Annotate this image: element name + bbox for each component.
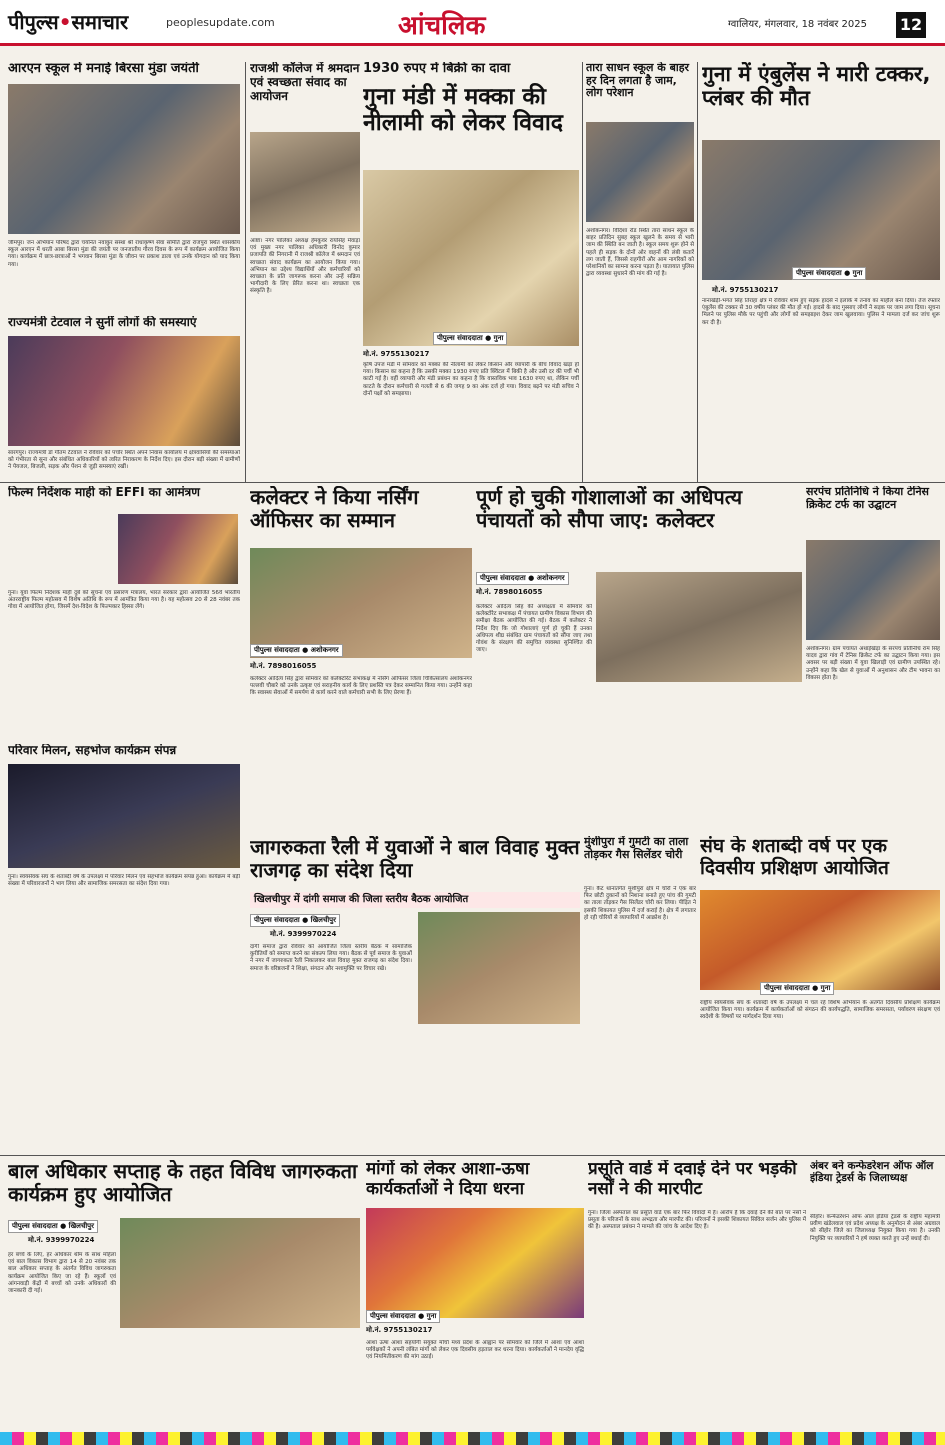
mobile-number: मो.नं. 7898016055 [250, 662, 317, 670]
story-body: सारंगपुर। राज्यमंत्री डॉ गौतम टेटवाल ने रविवार को पचोर स्थित अपने निवास कार्यालय में क्षेत्रवासियों की समस्याओं को गंभीरता से सुना और संबंधित अधिकारियों को त्वरित निराकरण के निर्देश दिए। इस दौरान बड़ी संख्या में ग्रामीणों ने पेयजल, बिजली, सड़क और पेंशन से जुड़ी समस्याएं रखीं। [8, 450, 240, 471]
story-gumti [584, 836, 696, 1152]
photo-students [8, 84, 240, 234]
story-body: सीहोर। कन्फेडरेशन ऑफ ऑल इंडिया ट्रेडर्स के राष्ट्रीय महामंत्री प्रवीण खंडेलवाल एवं प्रदेश अध्यक्ष के अनुमोदन से अंबर अग्रवाल को सीहोर जिले का जिलाध्यक्ष नियुक्त किया गया है। उनकी नियुक्ति पर व्यापारियों ने हर्ष व्यक्त करते हुए उन्हें बधाई दी। [810, 1214, 940, 1242]
headline: प्रसूति वार्ड में दवाई देने पर भड़की नर्सों ने की मारपीट [588, 1160, 797, 1199]
headline: बाल अधिकार सप्ताह के तहत विविध जागरुकता कार्यक्रम हुए आयोजित [8, 1160, 358, 1206]
story-body: गुना। कैंट थानांतर्गत मुंशीपुरा क्षेत्र में चोरों ने एक बार फिर छोटी दुकानों को निशाना बनाते हुए पांच की गुमटी का ताला तोड़कर गैस सिलेंडर चोरी कर लिया। पीड़ित ने इसकी शिकायत पुलिस में दर्ज कराई है। क्षेत्र में लगातार हो रही चोरियों से व्यापारियों में आक्रोश है। [584, 886, 696, 921]
photo-credit: पीपुल्स संवाददाता ● गुना [760, 982, 834, 995]
print-color-bar [0, 1432, 945, 1445]
headline: सरपंच प्रतिनिधि ने किया टेनिस क्रिकेट टर्फ का उद्घाटन [806, 486, 929, 511]
section-rule [0, 482, 945, 483]
headline: आरएन स्कूल में मनाई बिरसा मुंडा जयंती [8, 62, 199, 76]
photo-crowd [702, 140, 940, 280]
site-url[interactable]: peoplesupdate.com [166, 16, 275, 29]
section-rule [0, 1155, 945, 1156]
page-number: 12 [896, 12, 926, 38]
story-bal [8, 1160, 362, 1430]
story-body: गुना। जिला अस्पताल का प्रसूति वार्ड एक बार फिर विवादों में है। आरोप है कि दवाई देने की बात पर नर्सों ने प्रसूता के परिजनों के साथ अभद्रता और मारपीट की। परिजनों ने इसकी शिकायत सिविल सर्जन और पुलिस में की है। अस्पताल प्रबंधन ने मामले की जांच के आदेश दिए हैं। [588, 1210, 806, 1231]
story-body: गुना। स्वयंसेवक संघ के शताब्दी वर्ष के उपलक्ष्य में परिवार मिलन एवं सहभोज कार्यक्रम संपन्न हुआ। कार्यक्रम में बड़ी संख्या में परिवारजनों ने भाग लिया और सामाजिक समरसता का संदेश दिया गया। [8, 874, 240, 888]
headline: गुना में एंबुलेंस ने मारी टक्कर, प्लंबर की मौत [702, 62, 931, 111]
headline: राजश्री कॉलेज में श्रमदान एवं स्वच्छता संवाद का आयोजन [250, 62, 360, 103]
story-collector [250, 486, 472, 816]
headline: मांगों को लेकर आशा-ऊषा कार्यकर्ताओं ने दिया धरना [366, 1160, 530, 1199]
dateline: ग्वालियर, मंगलवार, 18 नवंबर 2025 [728, 19, 868, 30]
headline: जागरुकता रैली में युवाओं ने बाल विवाह मुक्त राजगढ़ का संदेश दिया [250, 836, 580, 882]
story-tetwal [8, 316, 240, 482]
headline: अंबर बने कन्फेडरेशन ऑफ ऑल इंडिया ट्रेडर्स के जिलाध्यक्ष [810, 1160, 934, 1185]
photo-credit: पीपुल्स संवाददाता ● गुना [792, 267, 866, 280]
headline: गुना मंडी में मक्का की नीलामी को लेकर विवाद [363, 84, 563, 137]
story-body: नानाखेड़ी-भगत सिंह तिराहा क्षेत्र में रविवार शाम हुए सड़क हादसे ने इलाके में तनाव का माहौल बना दिया। तेज रफ्तार एंबुलेंस की टक्कर से 30 वर्षीय प्लंबर की मौत हो गई। हादसे के बाद गुस्साए लोगों ने सड़क पर जाम लगा दिया। सूचना मिलने पर पुलिस मौके पर पहुंची और लोगों को समझाइश देकर जाम खुलवाया। पुलिस ने मामला दर्ज कर जांच शुरू कर दी है। [702, 298, 940, 326]
headline: पूर्ण हो चुकी गोशालाओं का अधिपत्य पंचायतों को सौपा जाए: कलेक्टर [476, 486, 743, 532]
mobile-number: मो.नं. 9755130217 [366, 1326, 433, 1334]
brand-logo: पीपुल्स•समाचार [8, 10, 129, 34]
photo-maize-sacks [363, 170, 579, 346]
photo-rally [418, 912, 580, 1024]
mobile-number: मो.नं. 9755130217 [712, 286, 779, 294]
mobile-number: मो.नं. 9755130217 [363, 350, 430, 358]
story-body: आशा ऊषा आशा सहयोगी संयुक्त मोर्चा मध्य प्रदेश के आह्वान पर सोमवार को जिले में आशा एवं आशा पर्यवेक्षकों ने अपनी लंबित मांगों को लेकर एक दिवसीय हड़ताल कर धरना दिया। कार्यकर्ताओं ने मानदेय वृद्धि एवं नियमितीकरण की मांग उठाई। [366, 1340, 584, 1361]
story-gaushala [476, 486, 802, 816]
story-rajshri [250, 62, 360, 482]
kicker: 1930 रुपए में बिक्री का दावा [363, 62, 511, 76]
mobile-number: मो.नं. 9399970224 [270, 930, 337, 938]
story-tennis [806, 486, 940, 816]
photo-protest [366, 1208, 584, 1318]
photo-credit: पीपुल्स संवाददाता ● अशोकनगर [250, 644, 343, 657]
story-body: राष्ट्रीय स्वयंसेवक संघ के शताब्दी वर्ष के उपलक्ष्य में चल रहे विशेष अभियान के अंतर्गत दिवसीय प्रशिक्षण कार्यक्रम आयोजित किया गया। कार्यक्रम में कार्यकर्ताओं को संगठन की कार्यपद्धति, सामाजिक समरसता, पर्यावरण संरक्षण एवं स्वदेशी के विषयों पर मार्गदर्शन दिया गया। [700, 1000, 940, 1021]
column-rule [582, 62, 583, 482]
headline: तारा साधन स्कूल के बाहर हर दिन लगता है जाम, लोग परेशान [586, 62, 690, 100]
story-body: कलेक्टर आदित्य सिंह की अध्यक्षता में सोमवार को कलेक्टोरेट सभाकक्ष में पंचायत ग्रामीण विकास विभाग की समीक्षा बैठक आयोजित की गई। बैठक में कलेक्टर ने निर्देश दिए कि जो गोशालाएं पूर्ण हो चुकी हैं उनका अधिपत्य शीघ्र संबंधित ग्राम पंचायतों को सौंपा जाए तथा गोवंश के संरक्षण की समुचित व्यवस्था सुनिश्चित की जाए। [476, 604, 592, 654]
story-body: अशोकनगर। विदिशा रोड स्थित तारा साधन स्कूल के बाहर प्रतिदिन सुबह स्कूल खुलने के समय से भारी जाम की स्थिति बन जाती है। स्कूल समय शुरू होने से पहले ही सड़क के दोनों ओर वाहनों की लंबी कतारें लग जाती हैं, जिससे राहगीरों और आम नागरिकों को परेशानियों का सामना करना पड़ता है। यातायात पुलिस द्वारा व्यवस्था सुधारने की मांग की गई है। [586, 228, 694, 278]
headline: राज्यमंत्री टेटवाल ने सुनीं लोगों की समस्याएं [8, 316, 197, 329]
mobile-number: मो.नं. 9399970224 [28, 1236, 95, 1244]
story-effi [8, 486, 240, 740]
photo-credit: पीपुल्स संवाददाता ● अशोकनगर [476, 572, 569, 585]
subhead: खिलचीपुर में दांगी समाज की जिला स्तरीय बैठक आयोजित [254, 894, 469, 905]
headline: मुंशीपुरा में गुमटी का ताला तोड़कर गैस सिलेंडर चोरी [584, 836, 689, 861]
headline: कलेक्टर ने किया नर्सिंग ऑफिसर का सम्मान [250, 486, 419, 532]
photo-gathering [8, 764, 240, 868]
story-rally [250, 836, 580, 1152]
photo-director [118, 514, 238, 584]
story-body: अशोकनगर। ग्राम पंचायत अथाईखेड़ा के सरपंच प्रतिनिधि राम सिंह यादव द्वारा गांव में टेनिस क्रिकेट टर्फ का उद्घाटन किया गया। इस अवसर पर बड़ी संख्या में युवा खिलाड़ी एवं ग्रामीण उपस्थित रहे। उन्होंने कहा कि खेल से युवाओं में अनुशासन और टीम भावना का विकास होता है। [806, 646, 940, 681]
photo-traffic [586, 122, 694, 222]
story-body: गुना। युवा फिल्म निर्देशक माही दुबे को सूचना एवं प्रसारण मंत्रालय, भारत सरकार द्वारा आयोजित 56वें भारतीय अंतरराष्ट्रीय फिल्म महोत्सव में विशेष अतिथि के रूप में आमंत्रित किया गया है। यह महोत्सव 20 से 28 नवंबर तक गोवा में आयोजित होगा, जिसमें देश-विदेश के फिल्मकार हिस्सा लेंगे। [8, 590, 240, 611]
photo-credit: पीपुल्स संवाददाता ● गुना [366, 1310, 440, 1323]
photo-awareness [120, 1218, 360, 1328]
story-asha [366, 1160, 584, 1430]
headline: संघ के शताब्दी वर्ष पर एक दिवसीय प्रशिक्षण आयोजित [700, 836, 889, 879]
story-mandi [363, 62, 579, 482]
story-prasuti [588, 1160, 806, 1430]
column-rule [697, 62, 698, 482]
headline: फिल्म निर्देशक माही को EFFI का आमंत्रण [8, 486, 200, 499]
story-body: हर बच्चे के लिए, हर अधिकार थीम के साथ महिला एवं बाल विकास विभाग द्वारा 14 से 20 नवंबर तक बाल अधिकार सप्ताह के अंतर्गत विविध जागरुकता कार्यक्रम आयोजित किए जा रहे हैं। स्कूलों एवं आंगनवाड़ी केंद्रों में बच्चों को उनके अधिकारों की जानकारी दी गई। [8, 1252, 116, 1295]
photo-credit: पीपुल्स संवाददाता ● खिलचीपुर [8, 1220, 98, 1233]
story-body: दांगी समाज द्वारा रविवार को आयोजित जिला स्तरीय बैठक में सामाजिक कुरीतियों को समाप्त करने का संकल्प लिया गया। बैठक से पूर्व समाज के युवाओं ने नगर में जागरुकता रैली निकालकर बाल विवाह मुक्त राजगढ़ का संदेश दिया। समाज के वरिष्ठजनों ने शिक्षा, संगठन और नशामुक्ति पर विचार रखे। [250, 944, 412, 972]
story-ambulance [702, 62, 940, 482]
masthead [0, 0, 945, 46]
photo-credit: पीपुल्स संवाददाता ● गुना [433, 332, 507, 345]
mobile-number: मो.नं. 7898016055 [476, 588, 543, 596]
column-rule [245, 62, 246, 482]
story-parivar [8, 744, 240, 1150]
headline: परिवार मिलन, सहभोज कार्यक्रम संपन्न [8, 744, 177, 757]
photo-felicitation [250, 548, 472, 658]
photo-meeting [596, 572, 802, 682]
section-title: आंचलिक [398, 11, 486, 41]
story-body: आष्टा। नगर पालिका अध्यक्ष हेमकुंवर रायसिंह मेवाड़ा एवं मुख्य नगर पालिका अधिकारी विनोद कुमार प्रजापति की निगरानी में राजश्री कॉलेज में श्रमदान एवं स्वच्छता संवाद कार्यक्रम का आयोजन किया गया। अभियान का उद्देश्य विद्यार्थियों और कर्मचारियों को स्वच्छता के प्रति जागरूक करना और उन्हें सक्रिय भागीदारी के लिए प्रेरित करना था। स्वच्छता एक संस्कृति है। [250, 238, 360, 295]
story-body: कलेक्टर आदित्य सिंह द्वारा सोमवार को कलेक्टोरेट सभाकक्ष में नर्सिंग ऑफिसर जिला चिकित्सालय अशोकनगर पल्लवी चौबारे को उनके उत्कृष्ट एवं सराहनीय कार्य के लिए प्रशस्ति पत्र देकर सम्मानित किया गया। उन्होंने कहा कि स्वास्थ्य सेवाओं में समर्पण से कार्य करने वाले कर्मचारी सभी के लिए प्रेरणा हैं। [250, 676, 472, 697]
story-tara [586, 62, 694, 482]
story-confed [810, 1160, 940, 1430]
photo-cleanup [250, 132, 360, 232]
photo-training [700, 890, 940, 990]
story-body: जीमपुर। जन अभियान परिषद द्वारा चयनित नवांकुर संस्था श्री राधाकृष्ण सेवा समिति द्वारा राजपुरा स्थित शासकीय स्कूल आरएन में धरती आबा बिरसा मुंडा की जयंती पर जनजातीय गौरव दिवस के रूप में कार्यक्रम आयोजित किया गया। कार्यक्रम में छात्र-छात्राओं ने भगवान बिरसा मुंडा के जीवन पर प्रकाश डाला एवं उनके योगदान को याद किया गया। [8, 240, 240, 268]
photo-minister [8, 336, 240, 446]
story-sangh [700, 836, 940, 1152]
story-aaron [8, 62, 240, 312]
photo-turf [806, 540, 940, 640]
photo-credit: पीपुल्स संवाददाता ● खिलचीपुर [250, 914, 340, 927]
story-body: कृषि उपज मंडी में सोमवार को मक्का की नीलामी को लेकर किसान और व्यापारी के बीच विवाद खड़ा हो गया। किसान का कहना है कि उसकी मक्का 1930 रुपए प्रति क्विंटल में बिकी है और उसी दर की पर्ची भी काटी गई है। वहीं व्यापारी और मंडी प्रबंधन का कहना है कि वास्तविक भाव 1630 रुपए था, लेकिन पर्ची काटते के दौरान कर्मचारी से गलती से 6 की जगह 9 का अंक दर्ज हो गया। विवाद बढ़ने पर मंडी सचिव ने दोनों पक्षों को समझाया। [363, 362, 579, 397]
